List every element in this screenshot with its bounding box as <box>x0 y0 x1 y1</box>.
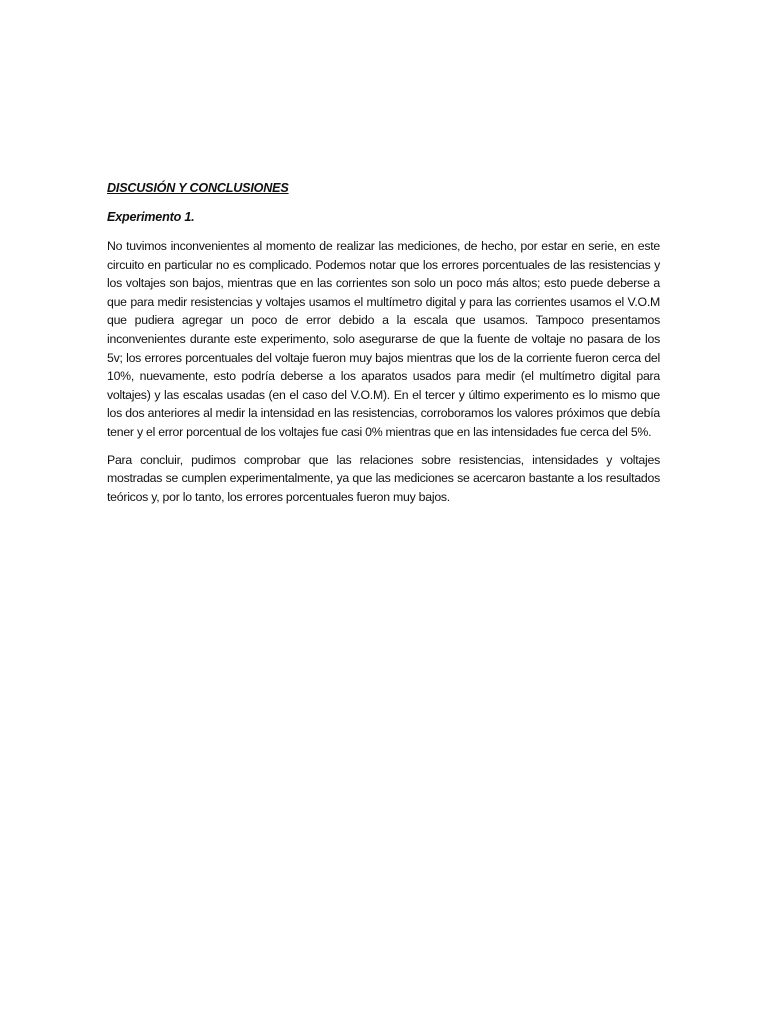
document-body <box>107 180 660 515</box>
subsection-title: Experimento 1. <box>107 210 195 224</box>
section-title: DISCUSIÓN Y CONCLUSIONES <box>107 181 289 195</box>
paragraph-experiment-discussion: No tuvimos inconvenientes al momento de realizar las mediciones, de hecho, por estar en serie, en este circuito en particular no es complicado. Podemos notar que los errores porcentuales de las resistencias y los voltajes son bajos, mientras que en las corrientes son solo un poco más altos; esto puede deberse a que para medir resistencias y voltajes usamos el multímetro digital y para las corrientes usamos el V.O.M que pudiera agregar un poco de error debido a la escala que usamos. Tampoco presentamos inconvenientes durante este experimento, solo asegurarse de que la fuente de voltaje no pasara de los 5v; los errores porcentuales del voltaje fueron muy bajos mientras que los de la corriente fueron cerca del 10%, nuevamente, esto podría deberse a los aparatos usados para medir (el multímetro digital para voltajes) y las escalas usadas (en el caso del V.O.M). En el tercer y último experimento es lo mismo que los dos anteriores al medir la intensidad en las resistencias, corroboramos los valores próximos que debía tener y el error porcentual de los voltajes fue casi 0% mientras que en las intensidades fue cerca del 5%. <box>107 239 660 439</box>
paragraph-conclusion: Para concluir, pudimos comprobar que las relaciones sobre resistencias, intensidades y voltajes mostradas se cumplen experimentalmente, ya que las mediciones se acercaron bastante a los resultados teóricos y, por lo tanto, los errores porcentuales fueron muy bajos. <box>107 452 660 504</box>
